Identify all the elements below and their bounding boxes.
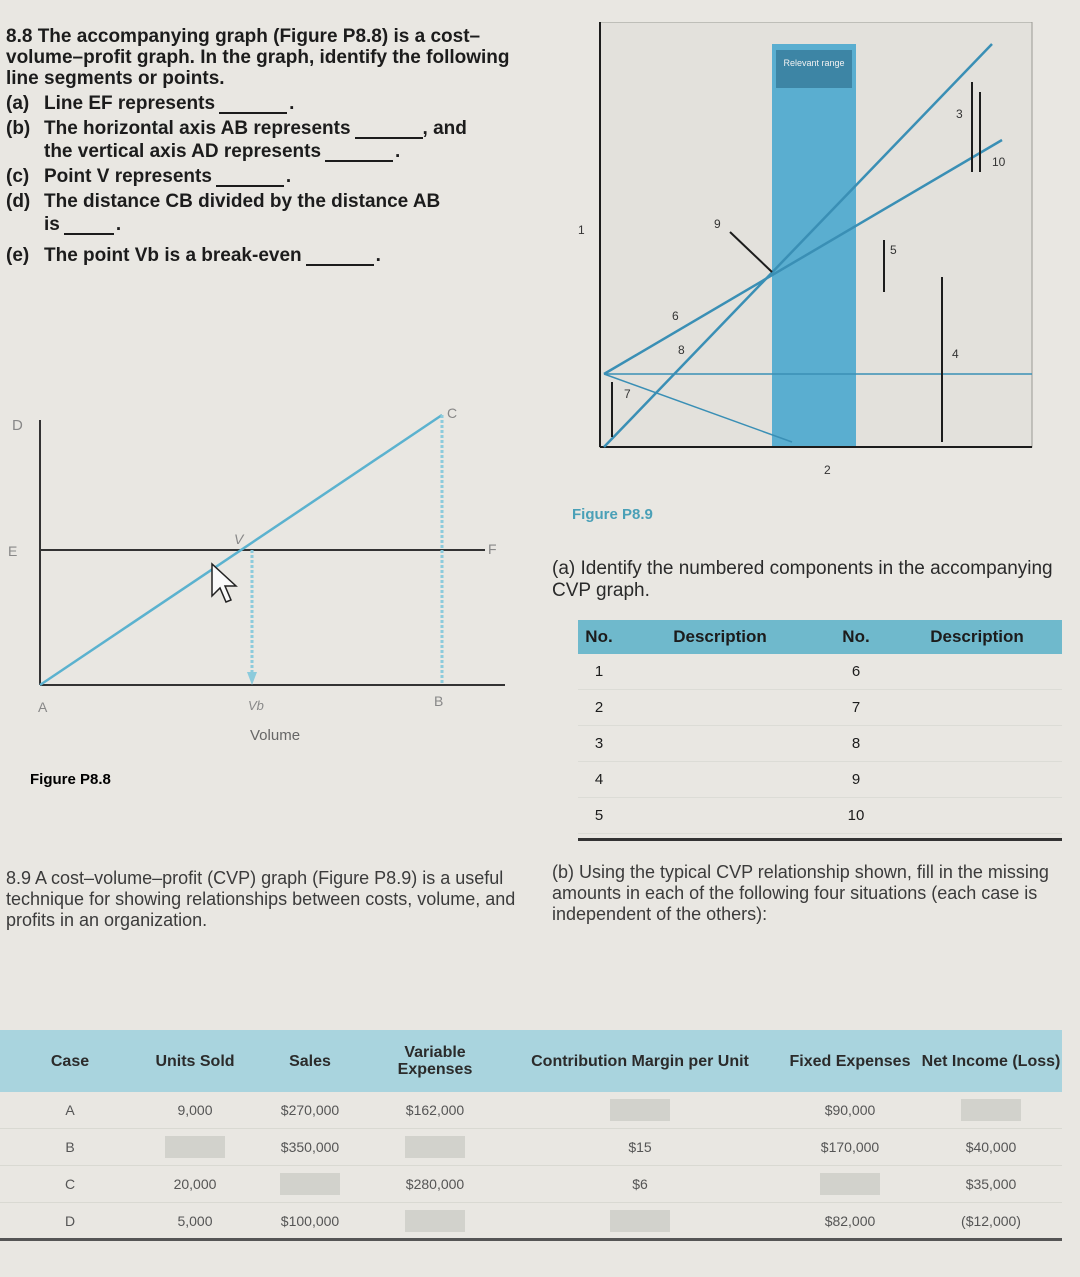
header-net-income: Net Income (Loss)	[921, 1052, 1061, 1070]
question-b-text: The horizontal axis AB represents	[44, 118, 351, 139]
components-table	[578, 620, 1062, 834]
component-label-3: 3	[956, 107, 963, 121]
header-sales: Sales	[289, 1052, 331, 1070]
relevant-range-label: Relevant range	[783, 58, 845, 68]
header-contribution-margin: Contribution Margin per Unit	[531, 1052, 749, 1070]
sales-cell: $350,000	[280, 1139, 340, 1155]
answer-blank-b1[interactable]	[355, 123, 423, 139]
label-d: D	[12, 417, 23, 434]
component-no: 3	[594, 735, 604, 752]
net-income-cell[interactable]	[920, 1099, 1062, 1121]
net-income-cell: ($12,000)	[961, 1213, 1021, 1229]
units-sold-cell: 9,000	[177, 1102, 213, 1118]
table-row	[0, 1203, 1062, 1240]
figure-p8-8	[0, 400, 530, 800]
component-no: 1	[594, 663, 604, 680]
component-no: 6	[851, 663, 861, 680]
component-label-2: 2	[824, 463, 831, 477]
table-row	[0, 1092, 1062, 1129]
units-sold-cell: 5,000	[177, 1213, 213, 1229]
header-units-sold: Units Sold	[155, 1052, 235, 1070]
header-no-1: No.	[585, 627, 613, 646]
table-row	[578, 726, 1062, 762]
cursor-arrow-icon	[212, 564, 236, 602]
table-row	[578, 690, 1062, 726]
variable-expenses-cell: $280,000	[405, 1176, 465, 1192]
problem-8-9-intro: 8.9 A cost–volume–profit (CVP) graph (Figure P8.9) is a useful technique for showing relationships between costs, volume, and profits in an organization.	[6, 868, 516, 930]
net-income-cell: $35,000	[965, 1176, 1017, 1192]
question-a: (a) Line EF represents .	[6, 93, 295, 114]
table-row	[0, 1129, 1062, 1166]
component-label-9: 9	[714, 217, 721, 231]
part-a-instructions: (a) Identify the numbered components in the accompanying CVP graph.	[552, 558, 1053, 601]
components-table-header	[578, 620, 1062, 654]
header-description-2: Description	[930, 627, 1024, 646]
cvp-cases-table	[0, 1030, 1062, 1240]
component-label-8: 8	[678, 343, 685, 357]
question-d-text2: is	[44, 214, 60, 235]
question-b-text2: the vertical axis AD represents	[44, 141, 322, 162]
figure-p8-9	[572, 22, 1042, 492]
question-d	[6, 191, 526, 212]
net-income-cell: $40,000	[965, 1139, 1017, 1155]
component-label-5: 5	[890, 243, 897, 257]
relevant-range-box	[776, 50, 852, 88]
component-label-7: 7	[624, 387, 631, 401]
sales-cell: $270,000	[280, 1102, 340, 1118]
component-label-4: 4	[952, 347, 959, 361]
label-f: F	[488, 541, 497, 557]
question-c-text: Point V represents	[44, 166, 212, 187]
label-vb: Vb	[248, 698, 264, 713]
component-no: 9	[851, 771, 861, 788]
component-label-1: 1	[578, 223, 585, 237]
question-b	[6, 118, 526, 139]
case-label: B	[65, 1139, 75, 1155]
question-a-text: Line EF represents	[44, 93, 216, 114]
problem-8-8	[6, 26, 526, 266]
relevant-range-band	[772, 44, 856, 447]
component-label-6: 6	[672, 309, 679, 323]
question-d-line2: is .	[44, 214, 122, 235]
answer-blank-e[interactable]	[306, 250, 374, 266]
component-label-10: 10	[992, 155, 1006, 169]
question-d-text: The distance CB divided by the distance AB	[44, 191, 441, 212]
part-b-instructions: (b) Using the typical CVP relationship shown, fill in the missing amounts in each of the following four situations (each case is independent of the others):	[552, 862, 1049, 924]
figure-p8-8-caption: Figure P8.8	[30, 771, 111, 788]
contribution-margin-cell: $15	[628, 1139, 652, 1155]
table-row	[578, 762, 1062, 798]
units-sold-cell[interactable]	[140, 1136, 250, 1158]
sales-cell: $100,000	[280, 1213, 340, 1229]
question-c-label: (c)	[6, 166, 30, 187]
variable-expenses-cell[interactable]	[370, 1136, 500, 1158]
component-no: 7	[851, 699, 861, 716]
units-sold-cell: 20,000	[173, 1176, 217, 1192]
table-divider	[0, 1238, 1062, 1241]
arrow-down-icon	[247, 672, 257, 685]
header-no-2: No.	[842, 627, 870, 646]
variable-expenses-cell[interactable]	[370, 1210, 500, 1232]
answer-blank-c[interactable]	[216, 171, 284, 187]
label-b: B	[434, 693, 444, 709]
table-row	[578, 654, 1062, 690]
label-v: V	[234, 531, 244, 547]
axis-label-volume: Volume	[250, 727, 301, 744]
component-no: 8	[851, 735, 861, 752]
fixed-expenses-cell: $170,000	[820, 1139, 880, 1155]
sales-cell[interactable]	[250, 1173, 370, 1195]
header-description-1: Description	[673, 627, 767, 646]
table-row	[0, 1166, 1062, 1203]
component-no: 4	[594, 771, 604, 788]
component-no: 10	[847, 807, 865, 824]
question-a-label: (a)	[6, 93, 30, 114]
component-no: 2	[594, 699, 604, 716]
answer-blank-d[interactable]	[64, 219, 114, 235]
question-d-label: (d)	[6, 191, 31, 212]
fixed-expenses-cell[interactable]	[780, 1173, 920, 1195]
header-case: Case	[50, 1052, 90, 1070]
question-e-label: (e)	[6, 245, 30, 266]
label-a: A	[38, 699, 48, 715]
answer-blank-b2[interactable]	[325, 146, 393, 162]
case-label: A	[65, 1102, 75, 1118]
component-no: 5	[594, 807, 604, 824]
fixed-expenses-cell: $82,000	[824, 1213, 876, 1229]
fixed-expenses-cell: $90,000	[824, 1102, 876, 1118]
question-b-label: (b)	[6, 118, 31, 139]
question-b-line2: the vertical axis AD represents .	[44, 141, 401, 162]
table-divider	[578, 838, 1062, 841]
problem-8-8-intro: 8.8 The accompanying graph (Figure P8.8) is a cost–volume–profit graph. In the graph, identify the following line segments or points.	[6, 26, 510, 89]
question-e-text: The point Vb is a break-even	[44, 245, 302, 266]
case-label: C	[64, 1176, 76, 1192]
variable-expenses-cell: $162,000	[405, 1102, 465, 1118]
header-fixed-expenses: Fixed Expenses	[789, 1052, 911, 1070]
question-b-and: , and	[422, 118, 467, 139]
question-e: (e) The point Vb is a break-even .	[6, 245, 381, 266]
label-e: E	[8, 543, 18, 559]
label-c: C	[447, 405, 458, 421]
contribution-margin-cell: $6	[632, 1176, 648, 1192]
contribution-margin-cell[interactable]	[500, 1210, 780, 1232]
question-c: (c) Point V represents .	[6, 166, 292, 187]
contribution-margin-cell[interactable]	[500, 1099, 780, 1121]
header-variable-expenses: Variable Expenses	[397, 1044, 473, 1078]
cvp-cases-header	[0, 1030, 1062, 1092]
table-row	[578, 798, 1062, 834]
answer-blank-a[interactable]	[219, 98, 287, 114]
case-label: D	[64, 1213, 76, 1229]
figure-p8-9-caption-text: Figure P8.9	[572, 506, 653, 523]
